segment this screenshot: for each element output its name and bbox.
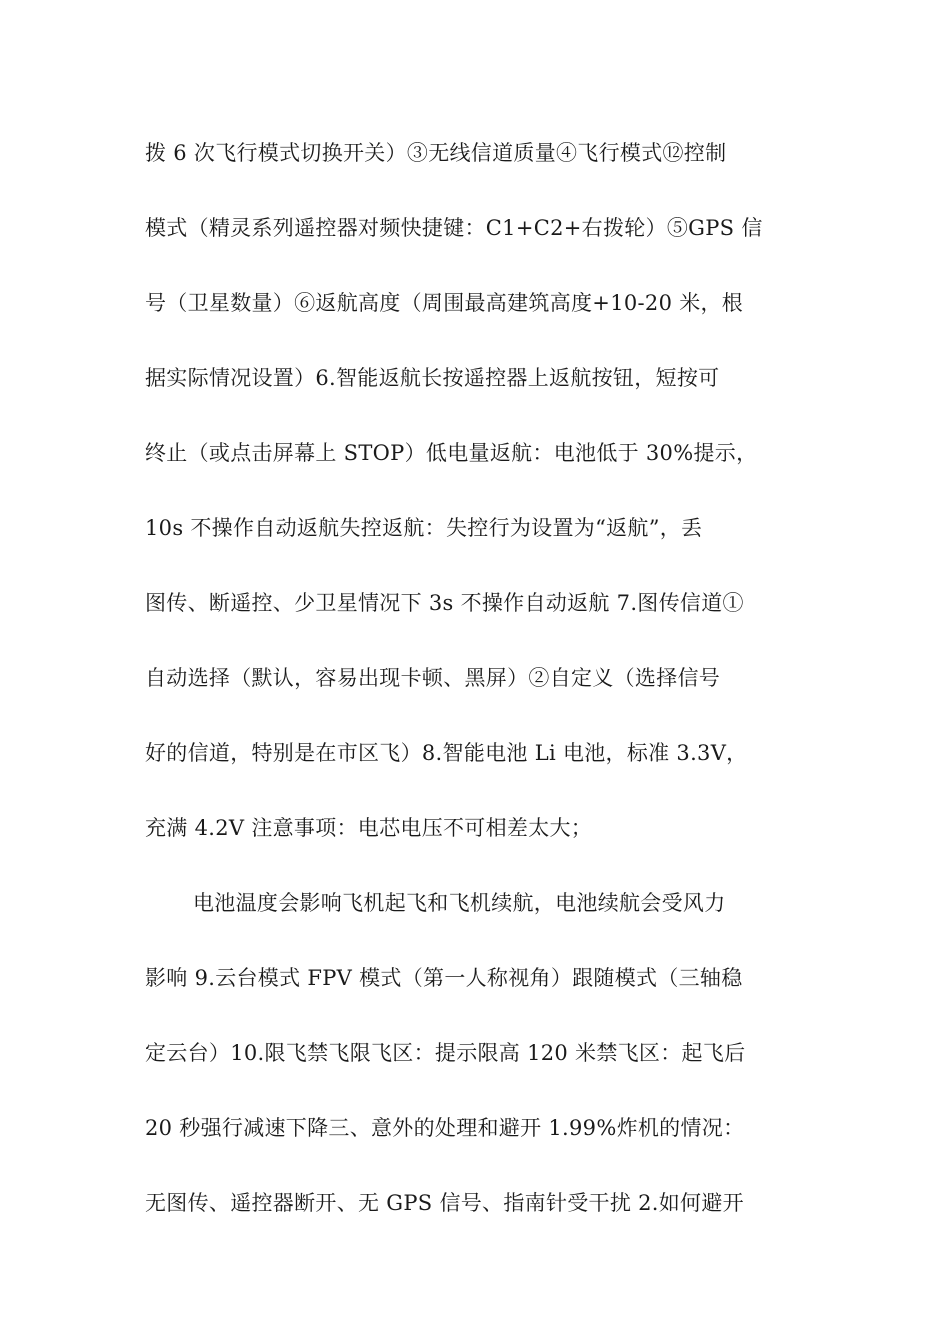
body-text xyxy=(145,127,805,1252)
text-line: 定云台）10.限飞禁飞限飞区：提示限高 120 米禁飞区：起飞后 xyxy=(145,1041,746,1065)
paragraph-first-line: 电池温度会影响飞机起飞和飞机续航，电池续航会受风力 xyxy=(193,891,726,915)
text-line: 终止（或点击屏幕上 STOP）低电量返航：电池低于 30%提示， xyxy=(145,441,758,465)
text-line: 好的信道，特别是在市区飞）8.智能电池 Li 电池，标准 3.3V， xyxy=(145,741,748,765)
text-line: 号（卫星数量）⑥返航高度（周围最高建筑高度+10-20 米，根 xyxy=(145,291,744,315)
text-line: 模式（精灵系列遥控器对频快捷键：C1+C2+右拨轮）⑤GPS 信 xyxy=(145,216,763,240)
text-line: 自动选择（默认，容易出现卡顿、黑屏）②自定义（选择信号 xyxy=(145,666,721,690)
text-line: 无图传、遥控器断开、无 GPS 信号、指南针受干扰 2.如何避开 xyxy=(145,1191,744,1215)
text-line: 据实际情况设置）6.智能返航长按遥控器上返航按钮，短按可 xyxy=(145,366,720,390)
text-line: 影响 9.云台模式 FPV 模式（第一人称视角）跟随模式（三轴稳 xyxy=(145,966,743,990)
text-line: 充满 4.2V 注意事项：电芯电压不可相差太大； xyxy=(145,816,593,840)
text-line: 20 秒强行减速下降三、意外的处理和避开 1.99%炸机的情况： xyxy=(145,1116,745,1140)
text-line: 拨 6 次飞行模式切换开关）③无线信道质量④飞行模式⑫控制 xyxy=(145,141,727,165)
text-line: 10s 不操作自动返航失控返航：失控行为设置为“返航”，丢 xyxy=(145,516,703,540)
text-line: 图传、断遥控、少卫星情况下 3s 不操作自动返航 7.图传信道① xyxy=(145,591,744,615)
